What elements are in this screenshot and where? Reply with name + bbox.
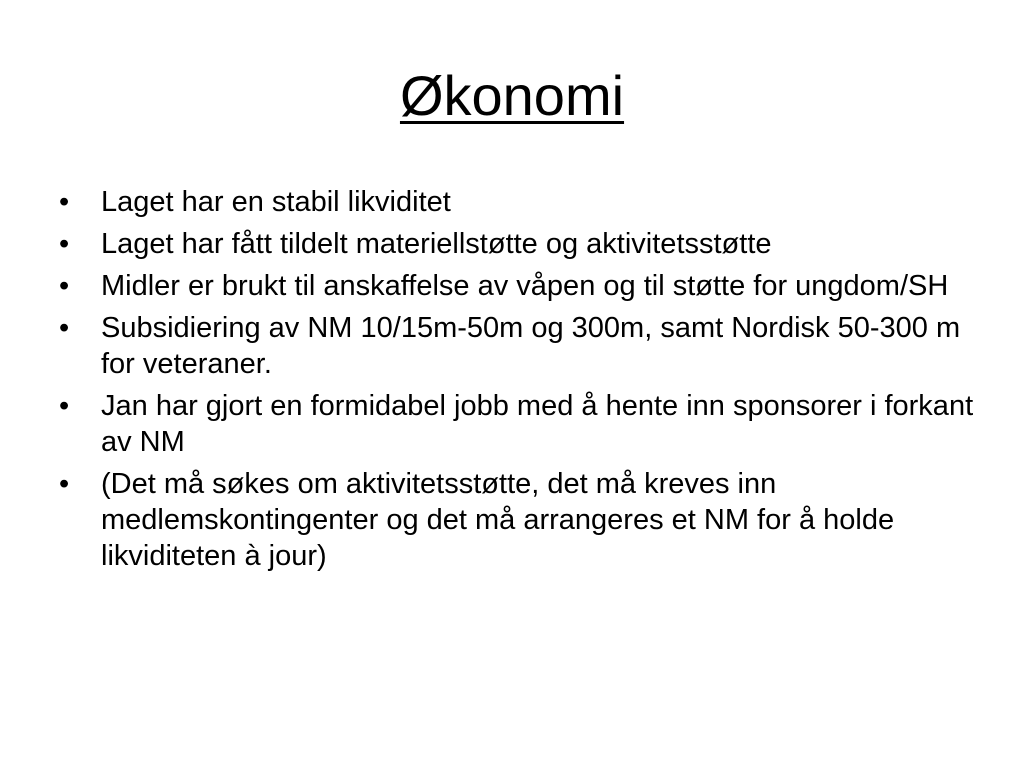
bullet-list — [57, 184, 977, 580]
bullet-item — [57, 466, 977, 574]
bullet-text: Midler er brukt til anskaffelse av våpen og til støtte for ungdom/SH — [101, 270, 949, 302]
bullet-item — [57, 268, 977, 304]
bullet-item — [57, 184, 977, 220]
bullet-text: Jan har gjort en formidabel jobb med å hente inn sponsorer i forkant av NM — [101, 390, 974, 458]
slide-title: Økonomi — [399, 64, 625, 127]
bullet-text: Subsidiering av NM 10/15m-50m og 300m, samt Nordisk 50-300 m for veteraner. — [101, 312, 961, 380]
bullet-item — [57, 388, 977, 460]
bullet-marker: • — [59, 228, 70, 260]
bullet-marker: • — [59, 270, 70, 302]
bullet-marker: • — [59, 390, 70, 422]
bullet-text: (Det må søkes om aktivitetsstøtte, det må kreves inn medlemskontingenter og det må arrangeres et NM for å holde likviditeten à jour) — [101, 468, 895, 572]
bullet-marker: • — [59, 312, 70, 344]
bullet-marker: • — [59, 186, 70, 218]
bullet-marker: • — [59, 468, 70, 500]
bullet-item — [57, 226, 977, 262]
bullet-text: Laget har fått tildelt materiellstøtte og aktivitetsstøtte — [101, 228, 772, 260]
bullet-item — [57, 310, 977, 382]
bullet-text: Laget har en stabil likviditet — [101, 186, 451, 218]
